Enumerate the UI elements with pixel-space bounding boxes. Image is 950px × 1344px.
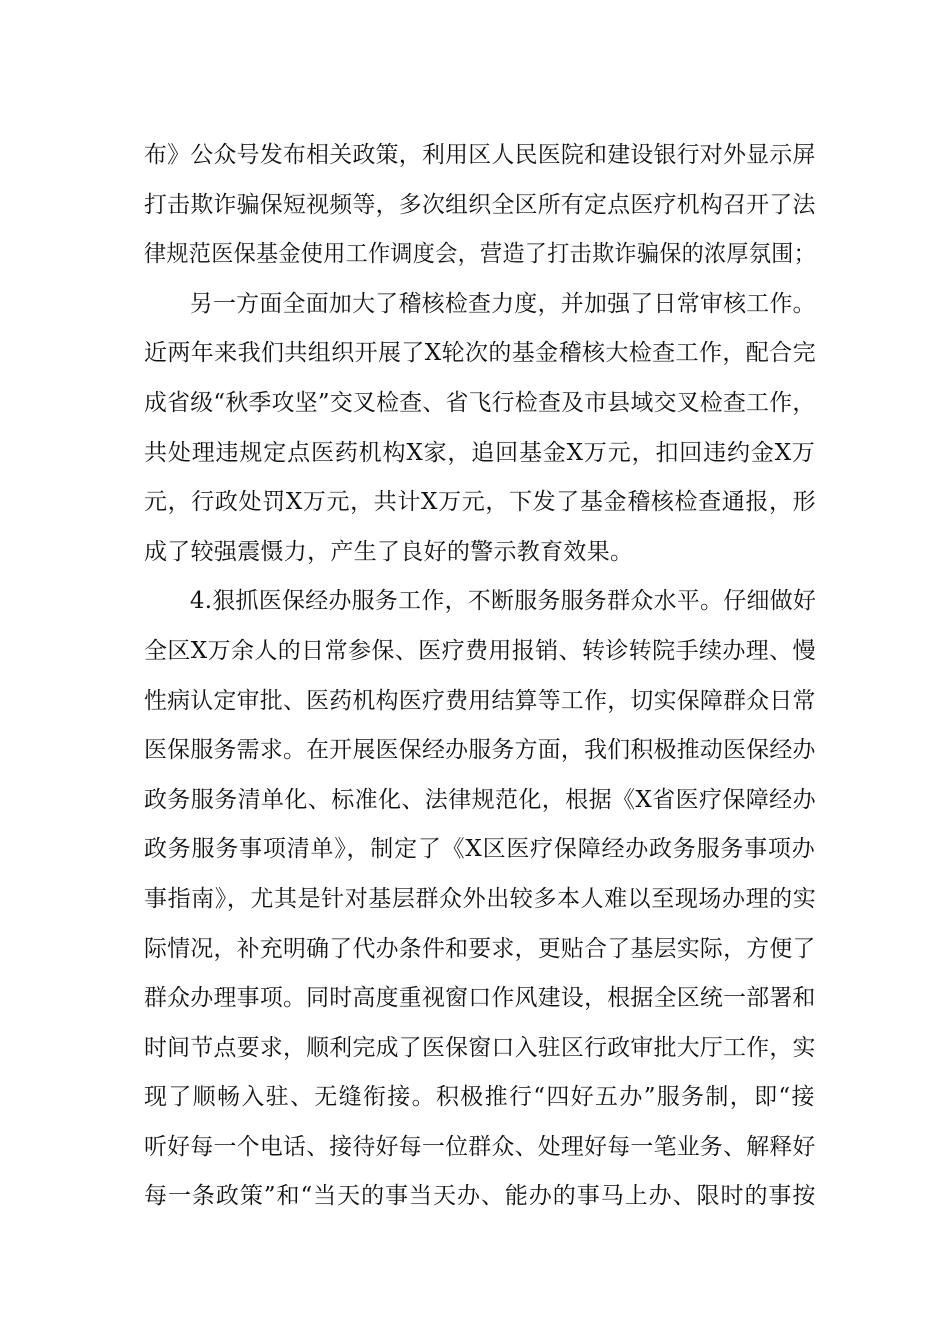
body-text <box>144 131 816 1222</box>
text-line: 际情况，补充明确了代办条件和要求，更贴合了基层实际，方便了 <box>144 935 816 962</box>
text-line: 医保服务需求。在开展医保经办服务方面，我们积极推动医保经办 <box>144 737 816 764</box>
text-line: 时间节点要求，顺利完成了医保窗口入驻区行政审批大厅工作，实 <box>144 1034 816 1061</box>
text-line: 听好每一个电话、接待好每一位群众、处理好每一笔业务、解释好 <box>144 1133 816 1160</box>
text-line: 性病认定审批、医药机构医疗费用结算等工作，切实保障群众日常 <box>144 687 816 714</box>
text-line: 另一方面全面加大了稽核检查力度，并加强了日常审核工作。 <box>189 290 816 317</box>
text-line: 布》公众号发布相关政策，利用区人民医院和建设银行对外显示屏 <box>144 142 816 168</box>
text-line: 打击欺诈骗保短视频等，多次组织全区所有定点医疗机构召开了法 <box>144 191 816 218</box>
text-line: 元，行政处罚X万元，共计X万元，下发了基金稽核检查通报，形 <box>144 489 817 516</box>
text-line: 事指南》，尤其是针对基层群众外出较多本人难以至现场办理的实 <box>144 885 817 912</box>
text-line: 近两年来我们共组织开展了X轮次的基金稽核大检查工作，配合完 <box>144 340 816 367</box>
text-line: 政务服务清单化、标准化、法律规范化，根据《X省医疗保障经办 <box>144 786 816 813</box>
text-line: 律规范医保基金使用工作调度会，营造了打击欺诈骗保的浓厚氛围； <box>144 241 817 268</box>
text-line: 政务服务事项清单》，制定了《X区医疗保障经办政务服务事项办 <box>144 836 816 863</box>
text-line: 每一条政策”和“当天的事当天办、能办的事马上办、限时的事按 <box>144 1183 817 1210</box>
text-line: 4.狠抓医保经办服务工作，不断服务服务群众水平。仔细做好 <box>189 588 817 615</box>
text-line: 成省级“秋季攻坚”交叉检查、省飞行检查及市县域交叉检查工作， <box>144 389 816 416</box>
text-line: 群众办理事项。同时高度重视窗口作风建设，根据全区统一部署和 <box>144 985 816 1012</box>
text-line: 共处理违规定点医药机构X家，追回基金X万元，扣回违约金X万 <box>144 439 816 466</box>
text-line: 全区X万余人的日常参保、医疗费用报销、转诊转院手续办理、慢 <box>144 637 816 664</box>
text-line: 现了顺畅入驻、无缝衔接。积极推行“四好五办”服务制，即“接 <box>144 1084 816 1111</box>
text-line: 成了较强震慑力，产生了良好的警示教育效果。 <box>144 538 634 565</box>
